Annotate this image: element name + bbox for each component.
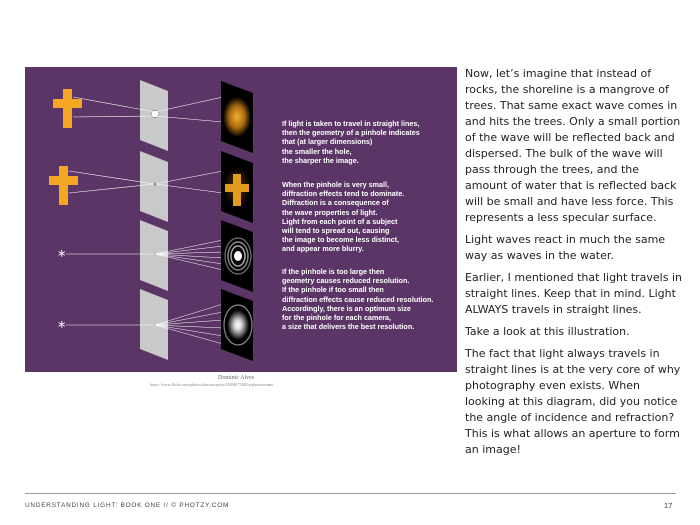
paragraph: Now, let’s imagine that instead of rocks, the shoreline is a mangrove of trees. That same exact wave comes in and hits the trees. Only a small portion of the wave will be reflected back and dispersed. The bulk of the wave will pass through the trees, and the amount of water that is reflected back will be small and have less force. This represents a less specular surface. [465,67,681,224]
page-number: 17 [664,501,673,510]
text-block-optimum [282,267,433,331]
paragraph: Take a look at this illustration. [465,325,630,338]
cross-source-icon [53,89,82,128]
star-source-icon: * [58,318,66,336]
diagram-text-line: will tend to spread out, causing [282,226,390,236]
pinhole-plate [140,151,168,222]
diagram-text-line: Accordingly, there is an optimum size [282,303,411,313]
diagram-text-line: for the pinhole for each camera, [282,313,392,323]
diagram-text-line: and appear more blurry. [282,244,364,254]
diagram-text-line: the smaller the hole, [282,146,352,156]
diagram-text-line: geometry causes reduced resolution. [282,276,410,286]
diagram-text-line: When the pinhole is very small, [282,180,390,189]
airy-disk [234,251,242,261]
image-credit-url[interactable]: https://www.flickr.com/photos/dominicspics/4509817500/in/photostream/ [150,382,274,387]
diagram-text-line: the image to become less distinct, [282,235,400,245]
diagram-text-line: If light is taken to travel in straight lines, [282,119,420,128]
diagram-text-line: diffraction effects cause reduced resolution. [282,294,434,304]
diagram-row-1 [53,80,253,153]
star-source-icon: * [58,247,66,265]
diagram-text-line: the wave properties of light. [282,207,378,217]
diagram-text-line: that (at larger dimensions) [282,137,373,147]
image-credit-name: Dominic Alves [218,375,255,381]
footer-divider [25,493,676,494]
diagram-text-line: a size that delivers the best resolution. [282,322,415,332]
diagram-text-line: diffraction effects tend to dominate. [282,189,405,199]
diagram-text-line: then the geometry of a pinhole indicates [282,128,420,138]
blurry-cross-image [223,97,251,137]
diagram-text-line: If the pinhole if too small then [282,285,384,295]
diagram-text-line: If the pinhole is too large then [282,267,385,276]
body-text [465,66,683,464]
text-block-geometry [282,119,420,165]
paragraph: The fact that light always travels in straight lines is at the very core of why photography even exists. When looking at this diagram, did you notice the angle of incidence and refraction? This is what allows an aperture to form an image! [465,347,681,456]
diagram-row-3 [58,220,253,292]
diagram-row-2 [49,151,253,223]
paragraph: Earlier, I mentioned that light travels in straight lines. Keep that in mind. Light ALWAYS travels in straight lines. [465,271,682,316]
pinhole-diagram [25,67,457,372]
diagram-row-4 [58,289,253,361]
footer-title: UNDERSTANDING LIGHT: BOOK ONE // © PHOTZY.COM [25,502,230,509]
paragraph: Light waves react in much the same way as waves in the water. [465,233,666,262]
diagram-text-line: Light from each point of a subject [282,216,398,226]
blurry-spot [227,310,249,340]
diagram-text-line: Diffraction is a consequence of [282,198,389,208]
text-block-diffraction [282,180,404,254]
diagram-text-line: the sharper the image. [282,155,359,165]
